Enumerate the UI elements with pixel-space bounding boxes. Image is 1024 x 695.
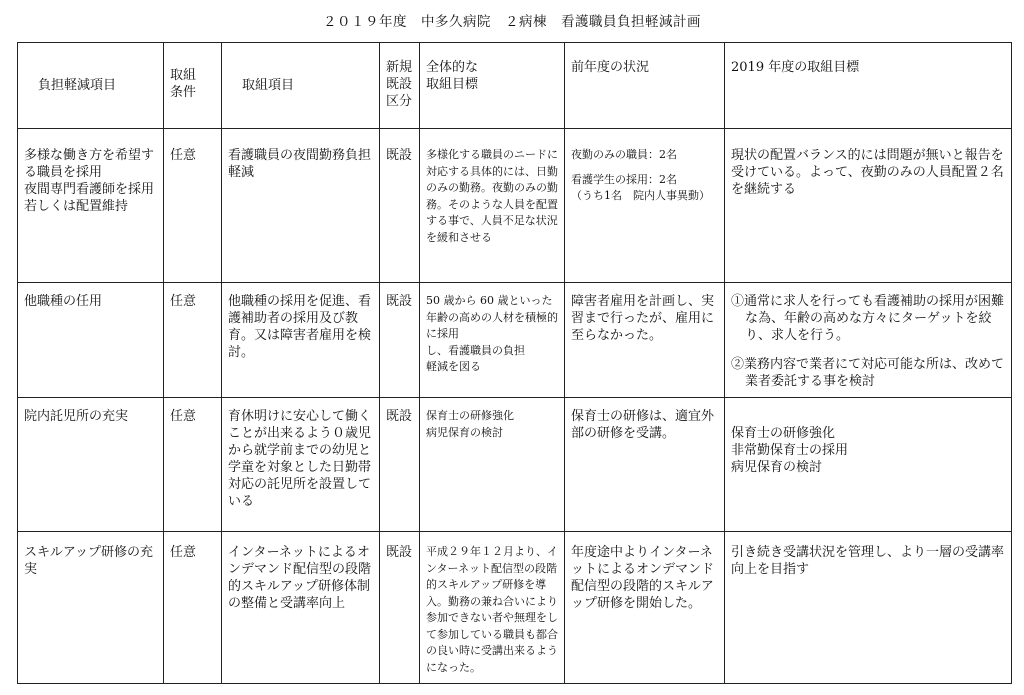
prev-status-line: 障害者雇用を計画し、実習まで行ったが、雇用に至らなかった。	[571, 294, 715, 343]
cell-goal-2019	[725, 129, 1012, 283]
prev-status-line: 看護学生の採用：2名	[571, 172, 677, 186]
cell-category: 既設	[380, 532, 420, 684]
cell-goal-2019	[725, 283, 1012, 398]
table-row	[18, 129, 1012, 283]
header-category: 新規 既設 区分	[380, 43, 420, 129]
table-row	[18, 532, 1012, 684]
plan-table	[17, 42, 1012, 684]
cell-item: 他職種の任用	[18, 283, 164, 398]
header-item: 負担軽減項目	[18, 43, 164, 129]
cell-category: 既設	[380, 398, 420, 532]
cell-condition: 任意	[164, 532, 222, 684]
cell-overall-goal: 保育士の研修強化 病児保育の検討	[420, 398, 565, 532]
cell-condition: 任意	[164, 398, 222, 532]
cell-action: 看護職員の夜間勤務負担軽減	[222, 129, 380, 283]
header-condition: 取組 条件	[164, 43, 222, 129]
cell-action: インターネットによるオンデマンド配信型の段階的スキルアップ研修体制の整備と受講率向上	[222, 532, 380, 684]
cell-prev-status	[565, 532, 725, 684]
cell-overall-goal: 多様化する職員のニードに対応する具体的には、日勤のみの勤務。夜勤のみの勤務。そのような人員を配置する事で、人員不足な状況を緩和させる	[420, 129, 565, 283]
cell-category: 既設	[380, 129, 420, 283]
table-row	[18, 283, 1012, 398]
header-action: 取組項目	[222, 43, 380, 129]
cell-action: 他職種の採用を促進、看護補助者の採用及び教育。又は障害者雇用を検討。	[222, 283, 380, 398]
cell-item: 院内託児所の充実	[18, 398, 164, 532]
prev-status-line: 年度途中よりインターネットによるオンデマンド配信型の段階的スキルアップ研修を開始した。	[571, 545, 715, 611]
goal-item: 引き続き受講状況を管理し、より一層の受講率向上を目指す	[731, 545, 1005, 577]
prev-status-line: （うち1名 院内人事異動）	[571, 189, 710, 202]
cell-item: 多様な働き方を希望する職員を採用 夜間専門看護師を採用若しくは配置維持	[18, 129, 164, 283]
cell-action: 育休明けに安心して働くことが出来るよう０歳児から就学前までの幼児と学童を対象とした日勤帯対応の託児所を設置している	[222, 398, 380, 532]
goal-item: ①通常に求人を行っても看護補助の採用が困難な為、年齢の高めな方々にターゲットを絞り、求人を行う。	[731, 294, 1005, 343]
cell-goal-2019	[725, 398, 1012, 532]
prev-status-line: 保育士の研修は、適宜外部の研修を受講。	[571, 409, 715, 441]
cell-prev-status	[565, 129, 725, 283]
cell-overall-goal: 50 歳から 60 歳といった年齢の高めの人材を積極的に採用 し、看護職員の負担 軽減を図る	[420, 283, 565, 398]
cell-goal-2019	[725, 532, 1012, 684]
document-title: ２０１９年度 中多久病院 ２病棟 看護職員負担軽減計画	[323, 14, 701, 30]
goal-item: 保育士の研修強化 非常勤保育士の採用 病児保育の検討	[731, 426, 849, 475]
cell-condition: 任意	[164, 283, 222, 398]
cell-category: 既設	[380, 283, 420, 398]
cell-item: スキルアップ研修の充実	[18, 532, 164, 684]
goal-item: ②業務内容で業者にて対応可能な所は、改めて業者委託する事を検討	[731, 357, 1005, 389]
cell-prev-status	[565, 398, 725, 532]
header-goal-2019: 2019 年度の取組目標	[725, 43, 1012, 129]
cell-prev-status	[565, 283, 725, 398]
header-prev-status: 前年度の状況	[565, 43, 725, 129]
table-row	[18, 398, 1012, 532]
prev-status-line: 夜勤のみの職員：2名	[571, 148, 677, 161]
header-overall-goal: 全体的な 取組目標	[420, 43, 565, 129]
goal-item: 現状の配置バランス的には問題が無いと報告を受けている。よって、夜勤のみの人員配置２名を継続する	[731, 148, 1004, 197]
cell-overall-goal: 平成２９年１２月より、インターネット配信型の段階的スキルアップ研修を導入。勤務の兼ね合いにより参加できない者や無理をして参加している職員も都合の良い時に受講出来るようになった。	[420, 532, 565, 684]
header-row	[18, 43, 1012, 129]
cell-condition: 任意	[164, 129, 222, 283]
